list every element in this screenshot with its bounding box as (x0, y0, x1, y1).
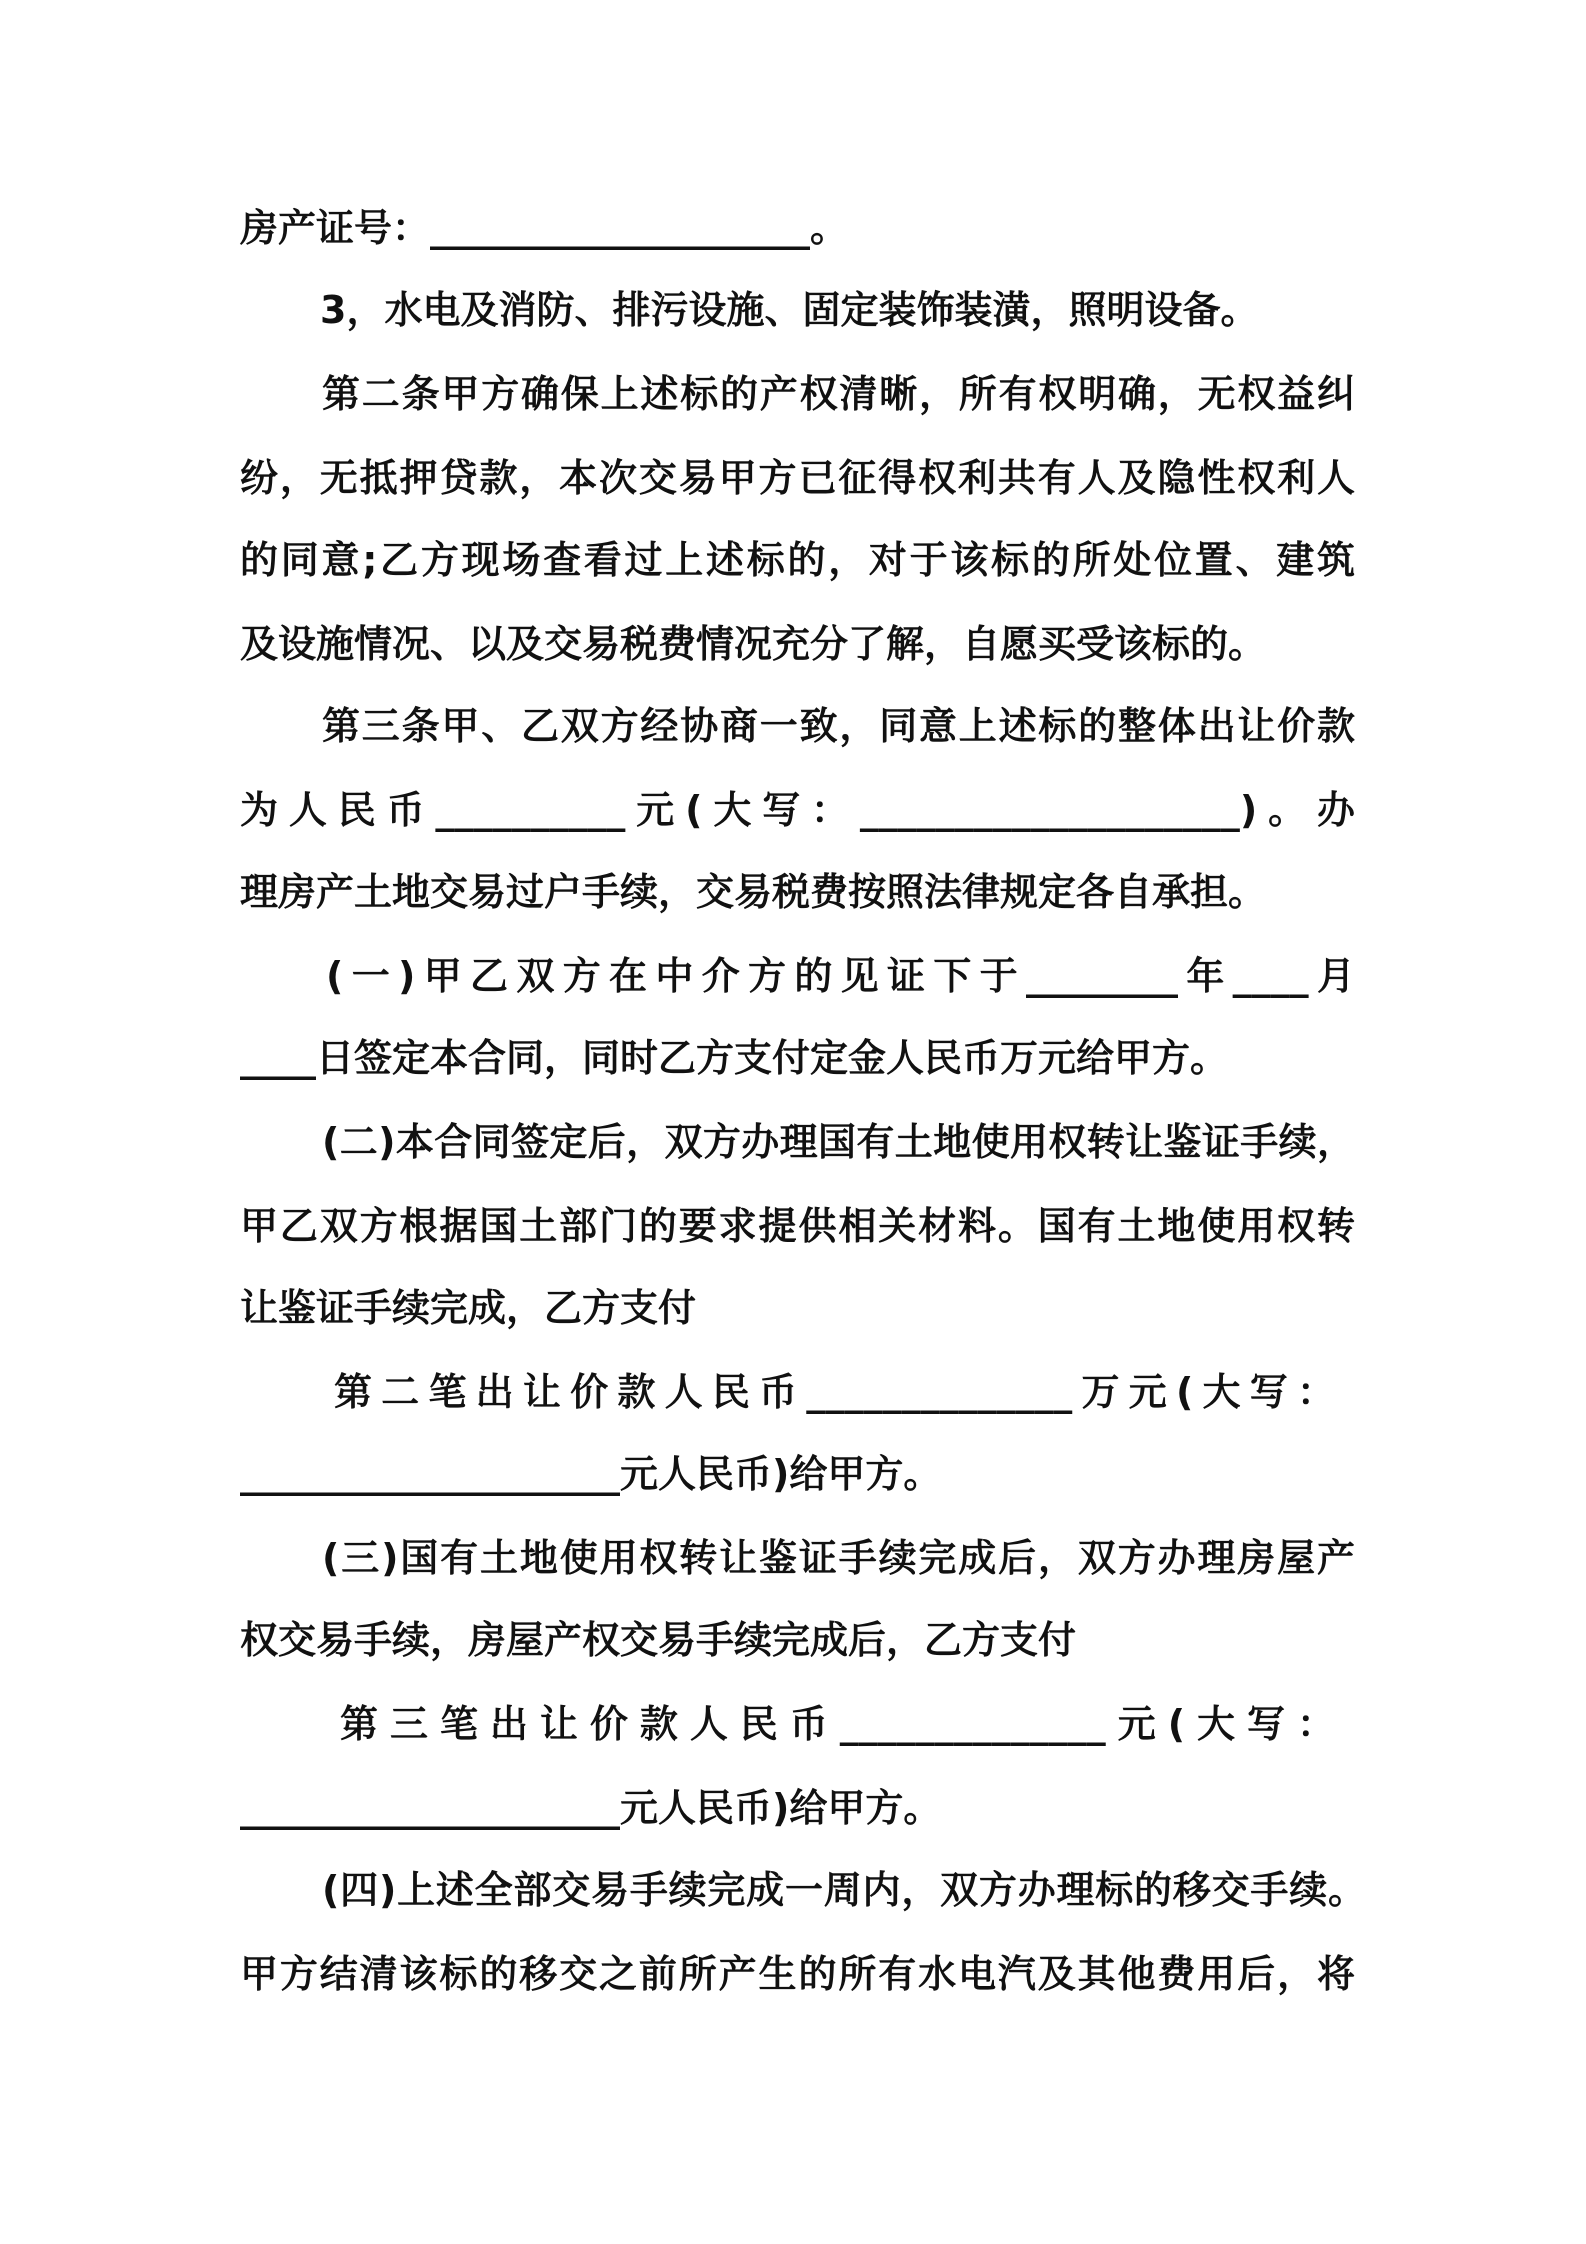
document-line: (二)本合同签定后，双方办理国有土地使用权转让鉴证手续， (322, 1120, 1355, 1164)
document-line: 3，水电及消防、排污设施、固定装饰装潢，照明设备。 (320, 288, 1259, 332)
document-line: 的同意;乙方现场查看过上述标的，对于该标的所处位置、建筑 (240, 538, 1355, 582)
document-line: (四)上述全部交易手续完成一周内，双方办理标的移交手续。 (322, 1868, 1366, 1912)
document-line: 权交易手续，房屋产权交易手续完成后，乙方支付 (240, 1618, 1077, 1662)
document-line: 纷，无抵押贷款，本次交易甲方已征得权利共有人及隐性权利人 (240, 456, 1355, 500)
document-line: 让鉴证手续完成，乙方支付 (240, 1286, 697, 1330)
document-line: 及设施情况、以及交易税费情况充分了解，自愿买受该标的。 (240, 622, 1267, 666)
document-line: ____________________元人民币)给甲方。 (240, 1452, 942, 1496)
document-line: (一)甲乙双方在中介方的见证下于________年____月 (326, 954, 1355, 998)
document-line: 第三笔出让价款人民币______________元(大写： (340, 1702, 1335, 1746)
document-line: 甲方结清该标的移交之前所产生的所有水电汽及其他费用后，将 (240, 1952, 1355, 1996)
document-line: 为人民币__________元(大写：____________________)。办 (240, 788, 1355, 832)
document-line: 第三条甲、乙双方经协商一致，同意上述标的整体出让价款 (322, 704, 1355, 748)
document-line: 第二笔出让价款人民币______________万元(大写： (334, 1370, 1335, 1414)
document-line: ____________________元人民币)给甲方。 (240, 1786, 942, 1830)
document-line: 房产证号：____________________。 (240, 206, 849, 250)
document-line: 甲乙双方根据国土部门的要求提供相关材料。国有土地使用权转 (240, 1204, 1355, 1248)
document-line: ____日签定本合同，同时乙方支付定金人民币万元给甲方。 (240, 1036, 1229, 1080)
document-line: (三)国有土地使用权转让鉴证手续完成后，双方办理房屋产 (322, 1536, 1355, 1580)
document-line: 第二条甲方确保上述标的产权清晰，所有权明确，无权益纠 (322, 372, 1355, 416)
document-line: 理房产土地交易过户手续，交易税费按照法律规定各自承担。 (240, 870, 1267, 914)
